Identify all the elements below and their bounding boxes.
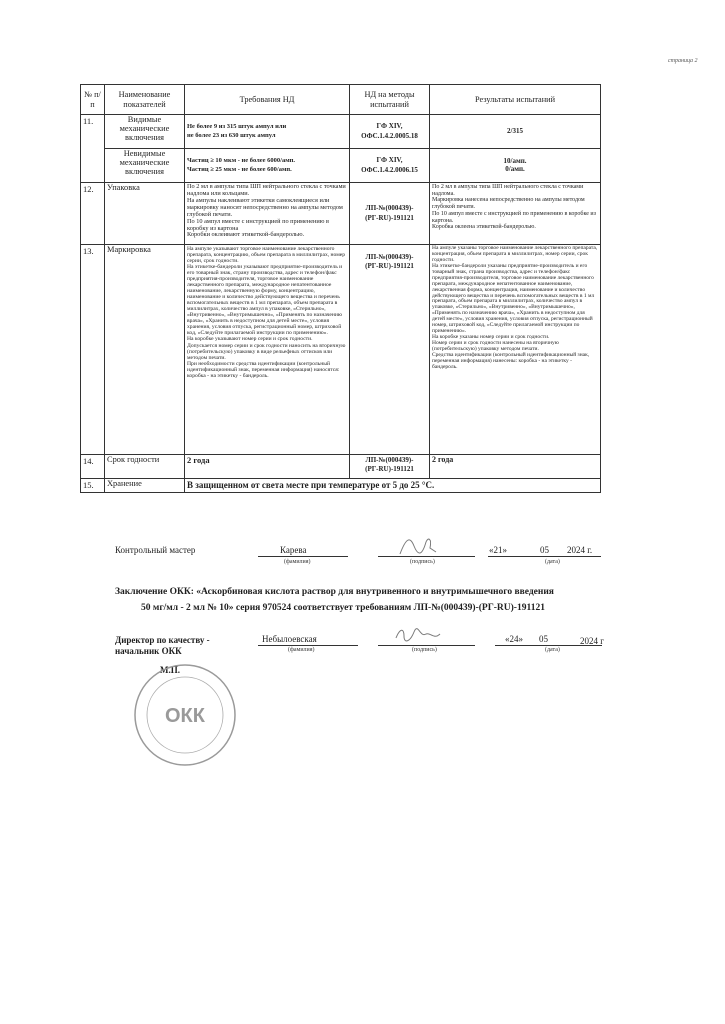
director-signature [390, 624, 460, 646]
controller-label: Контрольный мастер [115, 545, 196, 555]
requirement-paragraph: На коробке указывают номер серии и срок годности. [187, 336, 313, 343]
director-signature-caption: (подпись) [412, 647, 437, 653]
result-line: 10/амп. [503, 156, 527, 165]
result-paragraph: Коробка оклеена этикеткой-бандеролью. [432, 224, 536, 231]
controller-signature-caption: (подпись) [410, 559, 435, 565]
director-date-day: «24» [505, 634, 523, 644]
controller-surname: Карева [280, 545, 307, 555]
requirement-value: 2 года [185, 455, 350, 479]
result-value: 2 года [430, 455, 601, 479]
header-method: НД на методы испытаний [350, 85, 430, 115]
header-num: № п/п [81, 85, 105, 115]
indicator-name: Маркировка [105, 245, 185, 455]
storage-requirement: В защищенном от света месте при температуре от 5 до 25 °С. [185, 479, 601, 493]
row-number: 15. [81, 479, 105, 493]
stamp-text: ОКК [165, 705, 205, 727]
requirement-paragraph: Допускается номер серии и срок годности наносить на вторичную (потребительскую) упаковку в виде рельефных оттисков или методом печати. [187, 342, 346, 361]
requirement-paragraph: На этикетке-бандероли указывают предприятие-производитель и его товарный знак, страну производства, адрес и телефон/факс предприятия-производителя, торговое наименование лекарственного препарата, международное непатентованное наименование, лекарственную форму, концентрацию, наименование и количество действующего вещества и перечень вспомогательных веществ в 1 мл препарата, объем препарата в миллилитрах, количество ампул в упаковке, «Стерильно», «Внутривенно», «Внутримышечно», «Применять по назначению врача», «Хранить в недоступном для детей месте», условия хранения, условия отпуска, регистрационный номер, штриховой код, «Следуйте прилагаемой инструкции по применению». [187, 264, 343, 337]
requirement-line: Не более 9 из 315 штук ампул или [187, 123, 287, 131]
director-date-year: 2024 г [580, 636, 604, 646]
director-date-month: 05 [539, 634, 548, 644]
requirement-line: Частиц ≥ 25 мкм - не более 600/амп. [187, 165, 292, 173]
conclusion-line-1: Заключение ОКК: «Аскорбиновая кислота раствор для внутривенного и внутримышечного введения [115, 587, 554, 597]
method-line: ГФ XIV, [376, 156, 403, 165]
requirement-paragraph: По 10 ампул вместе с инструкцией по применению в коробку из картона [187, 217, 329, 232]
indicator-name: Хранение [105, 479, 185, 493]
requirement-line: Частиц ≥ 10 мкм - не более 6000/амп. [187, 157, 296, 165]
table-header-row [81, 85, 601, 115]
requirement-paragraph: Коробки оклеивают этикеткой-бандеролью. [187, 231, 305, 239]
result-paragraph: На этикетке-бандероли указаны предприятие-производитель и его товарный знак, страна производства, адрес и телефон/факс предприятия-производителя, торговое наименование лекарственного препарата, международное непатентованное наименование, лекарственная форма, концентрация, наименование и количество действующего вещества и перечень вспомогательных веществ в 1 мл препарата, объем препарата в миллилитрах, количество ампул в упаковке, «Стерильно», «Внутривенно», «Внутримышечно», «Применять по назначению врача», «Хранить в недоступном для детей месте», условия хранения, условия отпуска, регистрационный номер, штриховой код, «Следуйте прилагаемой инструкции по применению». [432, 262, 595, 335]
director-date-caption: (дата) [545, 647, 560, 653]
method-line: ЛП-№(000439)- [365, 204, 414, 213]
result-paragraph: На ампуле указаны торговое наименование лекарственного препарата, концентрация, объем препарата в миллилитрах, номер серии, срок годности. [432, 245, 598, 263]
method-line: ОФС.1.4.2.0005.18 [361, 131, 418, 140]
indicator-name: Невидимые механические включения [105, 149, 185, 183]
header-requirements: Требования НД [185, 85, 350, 115]
result-paragraph: Средства идентификации (контрольный идентификационный знак, переменная информация) нанесены: коробка - на этикетку - бандероль. [432, 351, 590, 370]
result-paragraph: Маркировка нанесена непосредственно на ампулы методом глубокой печати. [432, 197, 585, 211]
requirement-paragraph: По 2 мл в ампулы типа ШП нейтрального стекла с точками надлома или кольцами. [187, 183, 346, 197]
method-line: ЛП-№(000439)- [365, 253, 414, 261]
director-surname: Небылоевская [262, 634, 317, 644]
table-row [81, 149, 601, 183]
page-number: страница 2 [668, 58, 698, 64]
row-number: 14. [81, 455, 105, 479]
controller-signature [392, 534, 452, 560]
row-number: 11. [81, 115, 105, 183]
okk-stamp [130, 660, 240, 770]
method-line: (РГ-RU)-191121 [365, 465, 414, 474]
mp-label: М.П. [160, 665, 180, 675]
header-name: Наименование показателей [105, 85, 185, 115]
table-row [81, 455, 601, 479]
method-line: (РГ-RU)-191121 [365, 213, 414, 222]
controller-surname-caption: (фамилия) [284, 559, 311, 565]
requirement-line: не более 23 из 630 штук ампул [187, 131, 276, 139]
director-surname-caption: (фамилия) [288, 647, 315, 653]
requirement-paragraph: При необходимости средства идентификации (контрольный идентификационный знак, переменная информация) наносятся: коробка - на этикетку - бандероль. [187, 360, 340, 379]
method-line: (РГ-RU)-191121 [365, 262, 414, 271]
result-paragraph: На коробке указаны номер серии и срок годности. [432, 334, 550, 341]
indicator-name: Упаковка [105, 183, 185, 245]
result-value: 2/315 [430, 115, 601, 149]
controller-date-year: 2024 г. [567, 545, 593, 555]
result-line: 0/амп. [505, 164, 525, 173]
conclusion-line-2: 50 мг/мл - 2 мл № 10» серия 970524 соответствует требованиям ЛП-№(000439)-(РГ-RU)-191121 [141, 603, 545, 613]
row-number: 12. [81, 183, 105, 245]
result-paragraph: По 10 ампул вместе с инструкцией по применению в коробке из картона. [432, 210, 596, 224]
table-row [81, 245, 601, 455]
controller-date-month: 05 [540, 545, 549, 555]
requirement-paragraph: На ампуле указывают торговое наименование лекарственного препарата, концентрацию, объем препарата в миллилитрах, номер серии, срок годности. [187, 246, 346, 265]
director-label-2: начальник ОКК [115, 646, 182, 656]
director-label-1: Директор по качеству - [115, 635, 210, 645]
method-line: ЛП-№(000439)- [365, 456, 414, 464]
method-line: ОФС.1.4.2.0006.15 [361, 165, 418, 174]
indicator-name: Видимые механические включения [105, 115, 185, 149]
controller-date-caption: (дата) [545, 559, 560, 565]
table-row [81, 115, 601, 149]
indicator-name: Срок годности [105, 455, 185, 479]
requirement-paragraph: На ампулы наклеивают этикетки самоклеящиеся или маркировку наносят непосредственно на ампулы методом глубокой печати. [187, 196, 343, 218]
method-line: ГФ XIV, [376, 122, 403, 131]
table-row [81, 479, 601, 493]
row-number: 13. [81, 245, 105, 455]
results-table [80, 84, 601, 493]
result-paragraph: По 2 мл в ампулы типа ШП нейтрального стекла с точками надлома. [432, 184, 584, 197]
header-result: Результаты испытаний [430, 85, 601, 115]
controller-date-day: «21» [489, 545, 507, 555]
table-row [81, 183, 601, 245]
result-paragraph: Номер серии и срок годности нанесены на вторичную (потребительскую) упаковку методом печати. [432, 340, 559, 352]
